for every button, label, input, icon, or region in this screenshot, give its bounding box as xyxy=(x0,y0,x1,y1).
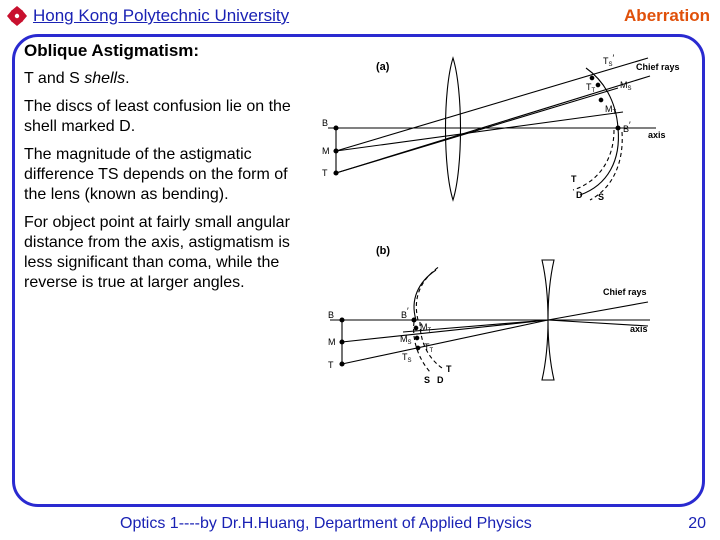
label-b-b: B xyxy=(328,310,335,320)
slide-topic: Aberration xyxy=(624,6,710,25)
point-mt-prime-b xyxy=(414,326,418,330)
label-b-a: B xyxy=(322,118,329,128)
curve-s-label-a: S xyxy=(598,192,605,202)
university-logo-icon xyxy=(6,5,28,27)
point-b-prime xyxy=(616,126,620,130)
label-mt-prime-b: $M_T$ xyxy=(420,322,432,334)
point-ts-prime-b xyxy=(416,346,420,350)
label-tt-prime-b: $T_T$ xyxy=(424,342,434,354)
label-m-a: M xyxy=(322,146,330,156)
figure-b-labels xyxy=(328,245,648,385)
label-ms-prime-a: $M_S$ xyxy=(620,80,632,92)
curve-d-label-a: D xyxy=(576,190,583,200)
ray-t-b xyxy=(342,320,548,364)
point-ms-prime-b xyxy=(415,336,419,340)
chief-ray-upper-b xyxy=(548,302,648,320)
curve-s-label-b: S xyxy=(424,375,431,385)
curve-t-label-a: T xyxy=(571,174,577,184)
axis-label-a: axis xyxy=(648,130,666,140)
label-ts-prime-a: $T_S'$ xyxy=(603,53,615,68)
university-link[interactable]: Hong Kong Polytechnic University xyxy=(33,6,290,25)
convex-lens xyxy=(446,58,461,200)
slide-heading: Oblique Astigmatism: xyxy=(24,41,200,60)
paragraph-object-point: For object point at fairly small angular distance from the axis, astigmatism is less significant than coma, while the reverse is true at larger angles. xyxy=(24,214,290,291)
astigmatism-diagram xyxy=(318,50,680,390)
point-mt-prime xyxy=(599,98,603,102)
point-b-prime-b xyxy=(412,318,416,322)
curve-t-label-b: T xyxy=(446,364,452,374)
paragraph-magnitude: The magnitude of the astigmatic difference TS depends on the form of the lens (known as bending). xyxy=(24,146,288,203)
figure-b xyxy=(330,260,650,380)
point-ms-prime xyxy=(596,83,600,87)
label-t-b: T xyxy=(328,360,334,370)
chief-rays-label-a: Chief rays xyxy=(636,62,680,72)
ray-t xyxy=(336,88,618,173)
shell-upper-b xyxy=(414,270,436,320)
label-ms-prime-b: $M_S$ xyxy=(400,334,412,346)
figure-a xyxy=(328,58,656,200)
label-ts-prime-b: $T_S$ xyxy=(402,352,412,364)
shell-t-dashed xyxy=(573,130,614,190)
chief-rays-label-b: Chief rays xyxy=(603,287,647,297)
figure-a-label: (a) xyxy=(376,61,390,73)
label-mt-prime-a: $M_T$ xyxy=(605,104,617,116)
page-number: 20 xyxy=(688,515,706,532)
shells-word: shells xyxy=(84,70,126,87)
shells-line xyxy=(24,69,296,89)
axis-label-b: axis xyxy=(630,324,648,334)
label-t-a: T xyxy=(322,168,328,178)
label-b-prime-a: B′ xyxy=(623,120,631,134)
shell-dashed-upper-b xyxy=(416,266,440,320)
shell-s-solid xyxy=(580,128,618,195)
label-b-prime-b: B′ xyxy=(401,306,409,320)
shell-d-dashed xyxy=(590,132,622,200)
point-ts-prime xyxy=(590,76,594,80)
shells-prefix: T and S xyxy=(24,70,85,87)
label-m-b: M xyxy=(328,337,336,347)
slide-footer: Optics 1----by Dr.H.Huang, Department of Applied Physics xyxy=(120,515,532,532)
figure-b-label: (b) xyxy=(376,245,391,257)
shells-suffix: . xyxy=(125,70,130,87)
slide-text xyxy=(24,41,296,301)
ray-m xyxy=(336,112,623,151)
label-tt-prime-a: $T_T$ xyxy=(586,82,596,94)
paragraph-discs: The discs of least confusion lie on the shell marked D. xyxy=(24,98,291,135)
curve-d-label-b: D xyxy=(437,375,444,385)
ray-m-b xyxy=(342,320,548,342)
